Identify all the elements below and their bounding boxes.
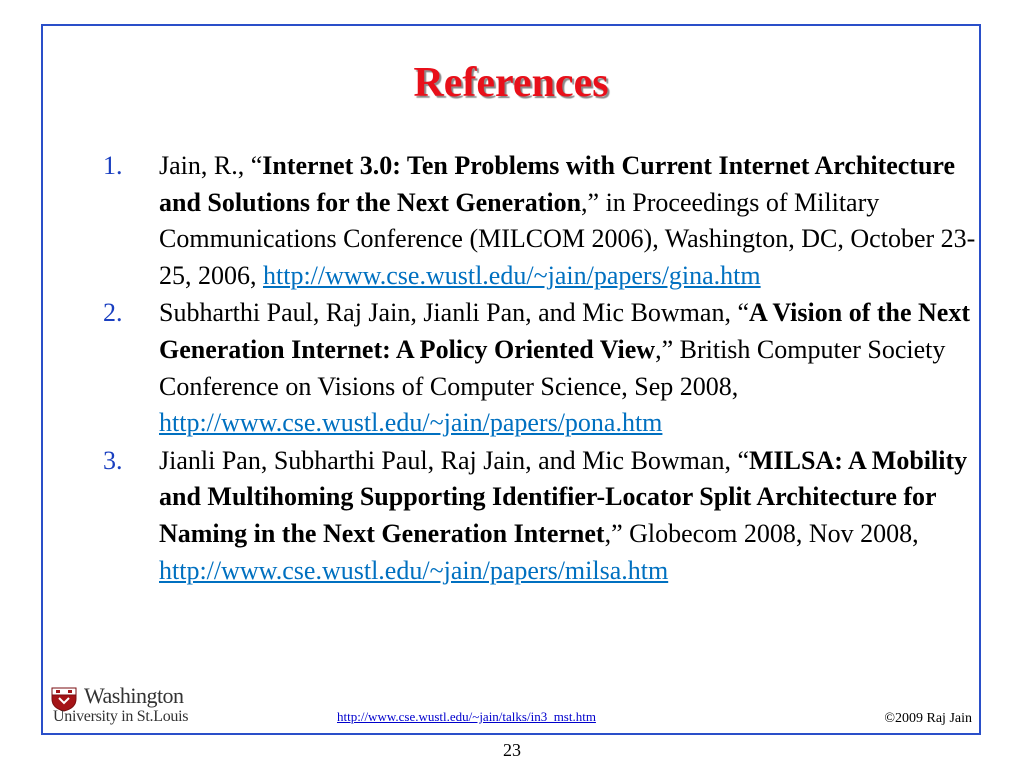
reference-list xyxy=(103,148,1003,590)
slide-title: References xyxy=(413,60,609,106)
washington-university-logo xyxy=(50,683,215,731)
reference-number: 2. xyxy=(103,298,123,328)
reference-authors: Jain, R., “ xyxy=(159,151,263,180)
reference-number: 3. xyxy=(103,445,123,475)
reference-title: Internet 3.0: Ten Problems with Current Internet Architecture and Solutions for the Next Generation xyxy=(159,151,956,217)
reference-item-1 xyxy=(103,148,1003,294)
reference-venue: ,” Globecom 2008, Nov 2008, xyxy=(604,518,919,548)
reference-venue: ,” in Proceedings of Military Communications Conference (MILCOM 2006), Washington, DC, October 23-25, 2006, xyxy=(159,187,976,290)
reference-item-3 xyxy=(103,443,1003,589)
footer-copyright: ©2009 Raj Jain xyxy=(884,711,972,726)
page-number: 23 xyxy=(503,740,521,760)
reference-link[interactable]: http://www.cse.wustl.edu/~jain/papers/pona.htm xyxy=(159,408,663,438)
slide-frame xyxy=(41,24,981,735)
logo-text-washington: Washington xyxy=(84,683,184,708)
reference-authors: Jianli Pan, Subharthi Paul, Raj Jain, and Mic Bowman, “ xyxy=(159,445,749,475)
reference-title: MILSA: A Mobility and Multihoming Supporting Identifier-Locator Split Architecture for Naming in the Next Generation Internet xyxy=(159,445,968,548)
logo-text-university: University in St.Louis xyxy=(53,708,189,725)
reference-link[interactable]: http://www.cse.wustl.edu/~jain/papers/milsa.htm xyxy=(159,555,669,585)
reference-title: A Vision of the Next Generation Internet: A Policy Oriented View xyxy=(159,298,970,364)
reference-item-2 xyxy=(103,295,1003,441)
reference-venue: ,” British Computer Society Conference on Visions of Computer Science, Sep 2008, xyxy=(159,334,946,401)
reference-authors: Subharthi Paul, Raj Jain, Jianli Pan, and Mic Bowman, “ xyxy=(159,298,749,328)
reference-number: 1. xyxy=(103,151,123,180)
footer-link[interactable]: http://www.cse.wustl.edu/~jain/talks/in3_mst.htm xyxy=(337,709,596,724)
reference-link[interactable]: http://www.cse.wustl.edu/~jain/papers/gina.htm xyxy=(263,260,761,290)
